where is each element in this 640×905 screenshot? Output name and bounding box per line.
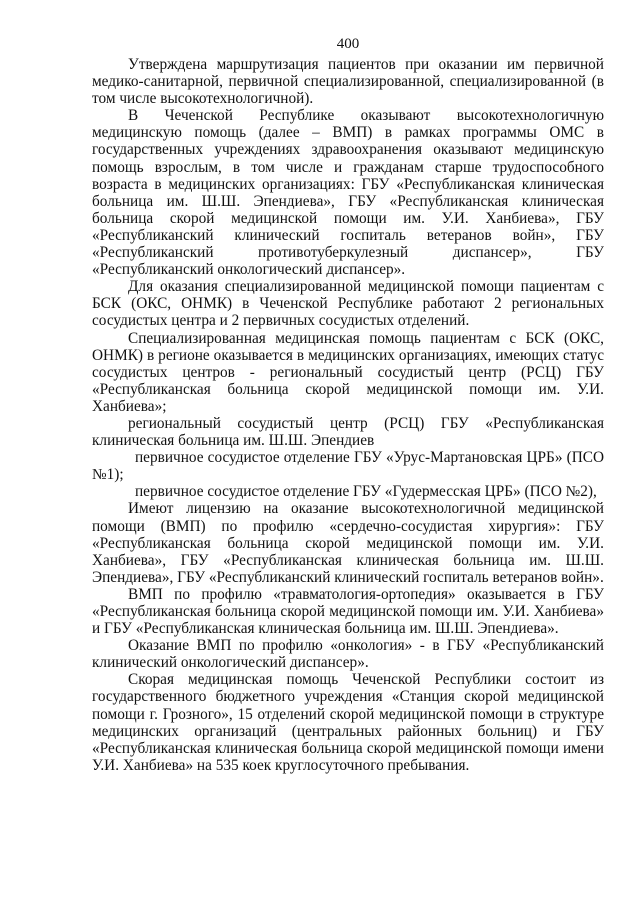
paragraph-vmp-organizations: В Чеченской Республике оказывают высокотехнологичную медицинскую помощь (далее – ВМП) в рамках программы ОМС в государственных учреждениях здравоохранения оказывают медицинскую помощь взрослым, в том числе и гражданам старше трудоспособного возраста в медицинских организациях: ГБУ «Республиканская клиническая больница им. Ш.Ш. Эпендиева», ГБУ «Республиканская клиническая больница скорой медицинской помощи им. У.И. Ханбиева», ГБУ «Республиканский клинический госпиталь ветеранов войн», ГБУ «Республиканский противотуберкулезный диспансер», ГБУ «Республиканский онкологический диспансер». — [92, 107, 604, 279]
paragraph-pso-2: первичное сосудистое отделение ГБУ «Гудермесская ЦРБ» (ПСО №2), — [135, 483, 597, 501]
page-number: 400 — [336, 36, 360, 52]
paragraph-emergency-care: Скорая медицинская помощь Чеченской Республики состоит из государственного бюджетного учреждения «Станция скорой медицинской помощи г. Грозного», 15 отделений скорой медицинской помощи в структуре медицинских организаций (центральных районных больниц) и ГБУ «Республиканская клиническая больница скорой медицинской помощи имени У.И. Ханбиева» на 535 коек круглосуточного пребывания. — [92, 671, 604, 774]
paragraph-pso-1: первичное сосудистое отделение ГБУ «Урус-Мартановская ЦРБ» (ПСО №1); — [92, 449, 604, 484]
paragraph-cardiovascular-license: Имеют лицензию на оказание высокотехнологичной медицинской помощи (ВМП) по профилю «сердечно-сосудистая хирургия»: ГБУ «Республиканская больница скорой медицинской помощи им. У.И. Ханбиева», ГБУ «Республиканская клиническая больница им. Ш.Ш. Эпендиева», ГБУ «Республиканский клинический госпиталь ветеранов войн». — [92, 500, 604, 586]
paragraph-regional-center: региональный сосудистый центр (РСЦ) ГБУ «Республиканская клиническая больница им. Ш.Ш. Эпендиев — [92, 414, 604, 450]
paragraph-traumatology: ВМП по профилю «травматология-ортопедия» оказывается в ГБУ «Республиканская больница скорой медицинской помощи им. У.И. Ханбиева» и ГБУ «Республиканская клиническая больница им. Ш.Ш. Эпендиева». — [92, 585, 604, 638]
paragraph-routing: Утверждена маршрутизация пациентов при оказании им первичной медико-санитарной, первичной специализированной, специализированной (в том числе высокотехнологичной). — [92, 56, 604, 108]
paragraph-oncology: Оказание ВМП по профилю «онкология» - в ГБУ «Республиканский клинический онкологический диспансер». — [92, 637, 604, 672]
paragraph-specialized-care: Специализированная медицинская помощь пациентам с БСК (ОКС, ОНМК) в регионе оказывается в медицинских организациях, имеющих статус сосудистых центров - региональный сосудистый центр (РСЦ) ГБУ «Республиканская больница скорой медицинской помощи им. У.И. Ханбиева»; — [92, 329, 604, 415]
document-page — [92, 36, 604, 774]
paragraph-vascular-centers: Для оказания специализированной медицинской помощи пациентам с БСК (ОКС, ОНМК) в Чеченской Республике работают 2 региональных сосудистых центра и 2 первичных сосудистых отделений. — [92, 278, 604, 330]
